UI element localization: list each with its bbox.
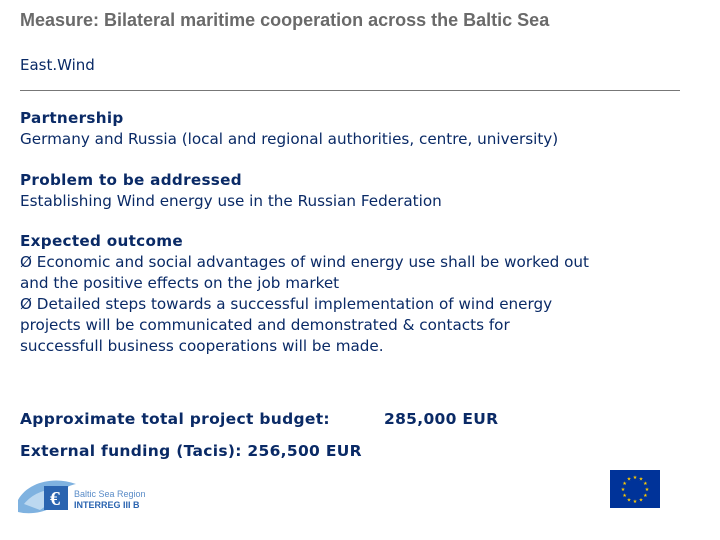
- outcome-heading: Expected outcome: [20, 232, 183, 250]
- bullet-1-line-1: Economic and social advantages of wind energy use shall be worked out: [36, 253, 590, 271]
- project-name: East.Wind: [20, 56, 95, 74]
- bullet-2-line-2: projects will be communicated and demonstrated & contacts for: [20, 316, 510, 334]
- outcome-section: [20, 231, 710, 357]
- partnership-text: Germany and Russia (local and regional authorities, centre, university): [20, 130, 559, 148]
- divider: [20, 90, 680, 91]
- page-title: Measure: Bilateral maritime cooperation across the Baltic Sea: [20, 10, 550, 30]
- budget-label: Approximate total project budget:: [20, 410, 330, 428]
- bullet-1-line-2: and the positive effects on the job market: [20, 274, 340, 292]
- eu-star-icon: ★: [638, 476, 644, 483]
- eu-star-icon: ★: [632, 499, 638, 505]
- eu-star-icon: ★: [622, 481, 627, 487]
- logo-euro-glyph: €: [50, 488, 60, 510]
- logo-line-2: INTERREG III B: [74, 500, 140, 510]
- problem-section: [20, 170, 710, 212]
- eu-star-icon: ★: [643, 493, 648, 499]
- eu-star-icon: ★: [626, 497, 632, 504]
- eu-star-icon: ★: [632, 475, 638, 481]
- eu-star-icon: ★: [643, 481, 648, 487]
- interreg-logo: [14, 470, 164, 520]
- eu-star-icon: ★: [622, 493, 627, 499]
- funding-text: External funding (Tacis): 256,500 EUR: [20, 442, 362, 460]
- partnership-heading: Partnership: [20, 109, 124, 127]
- outcome-bullet-2: [20, 294, 710, 315]
- eu-star-icon: ★: [620, 487, 626, 493]
- logo-line-1: Baltic Sea Region: [74, 489, 146, 499]
- budget-row: [20, 410, 499, 428]
- eu-star-icon: ★: [644, 487, 650, 493]
- bullet-2-line-1: Detailed steps towards a successful implementation of wind energy: [36, 295, 553, 313]
- eu-star-icon: ★: [638, 497, 644, 504]
- problem-heading: Problem to be addressed: [20, 171, 242, 189]
- problem-text: Establishing Wind energy use in the Russian Federation: [20, 192, 442, 210]
- budget-value: 285,000 EUR: [384, 410, 499, 428]
- eu-flag-icon: [610, 470, 660, 508]
- arrow-bullet-icon: Ø: [20, 253, 32, 271]
- arrow-bullet-icon: Ø: [20, 295, 32, 313]
- bullet-2-line-3: successfull business cooperations will be made.: [20, 337, 384, 355]
- eu-star-icon: ★: [626, 476, 632, 483]
- outcome-bullet-1: [20, 252, 710, 273]
- partnership-section: [20, 108, 710, 150]
